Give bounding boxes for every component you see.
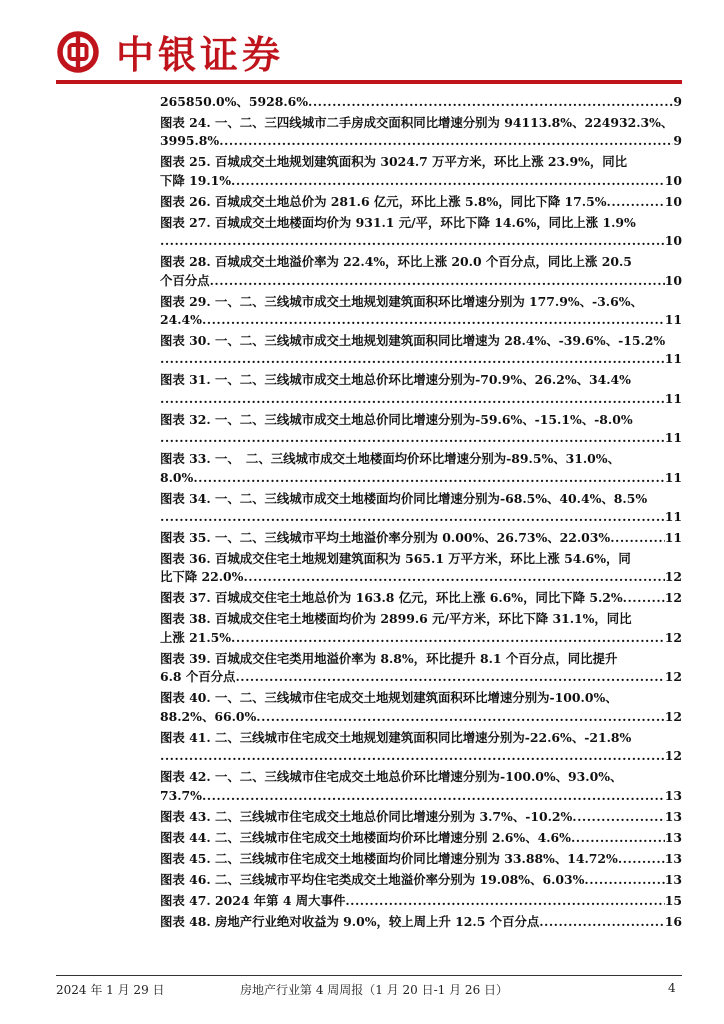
- page-header: [0, 0, 724, 90]
- toc-dot-leader: [231, 629, 665, 647]
- toc-dot-leader: [219, 132, 673, 150]
- toc-page-number[interactable]: 11: [664, 469, 682, 485]
- footer-page-number: 4: [668, 981, 676, 995]
- toc-entry-last-line: [160, 708, 682, 726]
- toc-entry-text: 图表 28. 百城成交土地溢价率为 22.4%，环比上涨 20.0 个百分点，同比上涨 20.5: [160, 254, 632, 270]
- toc-entry-text: 73.7%: [160, 787, 202, 803]
- toc-entry-text: 图表 30. 一、二、三线城市成交土地规划建筑面积同比增速为 28.4%、-39.6%、-15.2%: [160, 333, 666, 349]
- toc-dot-leader: [202, 311, 665, 329]
- footer-report-title: 房地产行业第 4 周周报（1 月 20 日-1 月 26 日）: [240, 983, 509, 997]
- toc-dot-leader: [256, 708, 664, 726]
- toc-entry[interactable]: [160, 829, 682, 847]
- toc-entry[interactable]: [160, 153, 682, 190]
- toc-entry-text: 图表 45. 二、三线城市住宅成交土地楼面均价同比增速分别为 33.88%、14.72%: [160, 850, 618, 866]
- toc-entry-last-line: [160, 429, 682, 447]
- toc-entry-text: 24.4%: [160, 312, 202, 328]
- toc-entry[interactable]: [160, 253, 682, 290]
- toc-entry-last-line: [160, 132, 682, 150]
- toc-entry-text: 个百分点: [160, 272, 210, 288]
- footer-date: 2024 年 1 月 29 日: [56, 983, 165, 997]
- toc-dot-leader: [160, 390, 665, 408]
- toc-entry[interactable]: [160, 689, 682, 726]
- toc-entry-last-line: [160, 390, 682, 408]
- toc-entry-text: 图表 34. 一、二、三线城市成交土地楼面均价同比增速分别为-68.5%、40.4%、8.5%: [160, 490, 648, 506]
- toc-entry-text: 8.0%: [160, 469, 194, 485]
- toc-page-number[interactable]: 16: [664, 913, 682, 929]
- toc-entry[interactable]: [160, 450, 682, 487]
- toc-page-number[interactable]: 10: [664, 272, 682, 288]
- toc-entry-last-line: [160, 747, 682, 765]
- toc-entry[interactable]: [160, 490, 682, 527]
- toc-entry-last-line: [160, 629, 682, 647]
- toc-entry[interactable]: [160, 411, 682, 448]
- toc-entry-text: 图表 44. 二、三线城市住宅成交土地楼面均价环比增速分别 2.6%、4.6%: [160, 829, 571, 845]
- toc-entry[interactable]: [160, 650, 682, 687]
- toc-page-number[interactable]: 9: [673, 94, 682, 109]
- toc-entry-last-line: [160, 589, 682, 607]
- toc-entry-text: 图表 40. 一、二、三线城市住宅成交土地规划建筑面积环比增速分别为-100.0%、: [160, 690, 618, 706]
- toc-entry[interactable]: [160, 913, 682, 931]
- toc-entry[interactable]: [160, 729, 682, 766]
- toc-entry-text: 图表 33. 一、 二、三线城市成交土地楼面均价环比增速分别为-89.5%、31.0%、: [160, 451, 620, 467]
- toc-entry-text: 图表 42. 一、二、三线城市住宅成交土地总价环比增速分别为-100.0%、93.0%、: [160, 769, 623, 785]
- table-of-figures: [160, 93, 682, 934]
- toc-entry[interactable]: [160, 768, 682, 805]
- toc-dot-leader: [308, 93, 673, 111]
- toc-entry-last-line: [160, 913, 682, 931]
- toc-page-number[interactable]: 9: [673, 133, 682, 149]
- toc-page-number[interactable]: 13: [664, 787, 682, 803]
- toc-entry[interactable]: [160, 371, 682, 408]
- toc-entry-text: 图表 38. 百城成交住宅土地楼面均价为 2899.6 元/平方米，环比下降 31.1%，同比: [160, 611, 632, 627]
- toc-dot-leader: [160, 350, 665, 368]
- toc-entry-last-line: [160, 350, 682, 368]
- toc-entry[interactable]: [160, 892, 682, 910]
- toc-entry-last-line: [160, 272, 682, 290]
- toc-dot-leader: [160, 232, 665, 250]
- toc-page-number[interactable]: 11: [664, 509, 682, 525]
- toc-entry[interactable]: [160, 529, 682, 547]
- toc-entry-last-line: [160, 871, 682, 889]
- toc-dot-leader: [571, 829, 665, 847]
- toc-page-number[interactable]: 12: [664, 708, 682, 724]
- toc-entry-text: 图表 32. 一、二、三线城市成交土地总价同比增速分别为-59.6%、-15.1%、-8.0%: [160, 411, 633, 427]
- toc-entry-text: 下降 19.1%: [160, 172, 232, 188]
- toc-entry-last-line: [160, 93, 682, 111]
- toc-entry-last-line: [160, 232, 682, 250]
- toc-entry-text: 图表 25. 百城成交土地规划建筑面积为 3024.7 万平方米，环比上涨 23.9%，同比: [160, 154, 628, 170]
- toc-page-number[interactable]: 11: [664, 430, 682, 446]
- toc-entry-last-line: [160, 568, 682, 586]
- toc-entry-text: 上涨 21.5%: [160, 629, 232, 645]
- toc-entry-text: 图表 39. 百城成交住宅类用地溢价率为 8.8%，环比提升 8.1 个百分点，同比提升: [160, 650, 618, 666]
- toc-page-number[interactable]: 12: [664, 669, 682, 685]
- toc-entry[interactable]: [160, 808, 682, 826]
- toc-dot-leader: [160, 747, 665, 765]
- toc-entry-last-line: [160, 892, 682, 910]
- toc-entry[interactable]: [160, 332, 682, 369]
- toc-entry[interactable]: [160, 610, 682, 647]
- toc-entry[interactable]: [160, 550, 682, 587]
- toc-dot-leader: [160, 429, 665, 447]
- toc-entry-text: 265850.0%、5928.6%: [160, 94, 309, 109]
- toc-entry-text: 图表 36. 百城成交住宅土地规划建筑面积为 565.1 万平方米，环比上涨 54.6%，同: [160, 551, 631, 567]
- toc-page-number[interactable]: 15: [664, 892, 682, 908]
- toc-dot-leader: [539, 913, 665, 931]
- bank-of-china-logo-icon: [56, 30, 100, 74]
- toc-entry-last-line: [160, 850, 682, 868]
- toc-page-number[interactable]: 10: [664, 172, 682, 188]
- toc-dot-leader: [235, 668, 664, 686]
- toc-entry-text: 比下降 22.0%: [160, 569, 244, 585]
- toc-page-number[interactable]: 11: [664, 530, 682, 546]
- toc-dot-leader: [623, 589, 665, 607]
- toc-page-number[interactable]: 11: [664, 312, 682, 328]
- toc-page-number[interactable]: 11: [664, 351, 682, 367]
- toc-entry-last-line: [160, 808, 682, 826]
- toc-dot-leader: [202, 787, 665, 805]
- toc-entry[interactable]: [160, 114, 682, 151]
- toc-page-number[interactable]: 11: [664, 390, 682, 406]
- toc-entry-text: 图表 41. 二、三线城市住宅成交土地规划建筑面积同比增速分别为-22.6%、-21.8%: [160, 729, 632, 745]
- toc-page-number[interactable]: 13: [664, 850, 682, 866]
- toc-entry-text: 图表 29. 一、二、三线城市成交土地规划建筑面积环比增速分别为 177.9%、-3.6%、: [160, 293, 643, 309]
- toc-dot-leader: [243, 568, 664, 586]
- toc-dot-leader: [618, 850, 665, 868]
- toc-entry[interactable]: [160, 850, 682, 868]
- toc-dot-leader: [345, 892, 664, 910]
- toc-dot-leader: [610, 529, 665, 547]
- toc-entry-text: 图表 46. 二、三线城市平均住宅类成交土地溢价率分别为 19.08%、6.03%: [160, 871, 585, 887]
- toc-dot-leader: [193, 469, 664, 487]
- toc-entry-text: 图表 43. 二、三线城市住宅成交土地总价同比增速分别为 3.7%、-10.2%: [160, 808, 573, 824]
- toc-entry-text: 图表 35. 一、二、三线城市平均土地溢价率分别为 0.00%、26.73%、22.03%: [160, 530, 611, 546]
- toc-page-number[interactable]: 10: [664, 193, 682, 209]
- toc-dot-leader: [607, 193, 665, 211]
- toc-entry-last-line: [160, 311, 682, 329]
- toc-entry[interactable]: [160, 93, 682, 111]
- toc-entry-last-line: [160, 829, 682, 847]
- toc-page-number[interactable]: 10: [664, 233, 682, 249]
- toc-entry-last-line: [160, 529, 682, 547]
- toc-page-number[interactable]: 13: [664, 871, 682, 887]
- toc-entry-text: 图表 47. 2024 年第 4 周大事件: [160, 892, 346, 908]
- toc-entry[interactable]: [160, 293, 682, 330]
- toc-entry-last-line: [160, 193, 682, 211]
- toc-page-number[interactable]: 12: [664, 590, 682, 606]
- toc-entry-last-line: [160, 172, 682, 190]
- toc-dot-leader: [210, 272, 665, 290]
- toc-page-number[interactable]: 12: [664, 629, 682, 645]
- toc-entry-text: 图表 31. 一、二、三线城市成交土地总价环比增速分别为-70.9%、26.2%、34.4%: [160, 372, 631, 388]
- toc-page-number[interactable]: 13: [664, 808, 682, 824]
- toc-entry[interactable]: [160, 193, 682, 211]
- toc-entry-text: 3995.8%: [160, 133, 220, 149]
- toc-entry-text: 图表 26. 百城成交土地总价为 281.6 亿元，环比上涨 5.8%，同比下降 17.5%: [160, 193, 607, 209]
- toc-dot-leader: [160, 508, 665, 526]
- toc-entry-text: 88.2%、66.0%: [160, 708, 257, 724]
- toc-entry-text: 图表 24. 一、二、三四线城市二手房成交面积同比增速分别为 94113.8%、224932.3%、: [160, 115, 674, 130]
- toc-page-number[interactable]: 12: [664, 748, 682, 764]
- toc-dot-leader: [584, 871, 664, 889]
- footer-divider: [56, 975, 682, 976]
- toc-entry-text: 图表 48. 房地产行业绝对收益为 9.0%，较上周上升 12.5 个百分点: [160, 913, 540, 929]
- toc-entry-last-line: [160, 787, 682, 805]
- toc-page-number[interactable]: 12: [664, 569, 682, 585]
- toc-entry[interactable]: [160, 589, 682, 607]
- toc-entry-text: 6.8 个百分点: [160, 669, 236, 685]
- toc-page-number[interactable]: 13: [664, 829, 682, 845]
- toc-dot-leader: [572, 808, 664, 826]
- toc-entry-last-line: [160, 508, 682, 526]
- toc-dot-leader: [231, 172, 665, 190]
- toc-entry-text: 图表 37. 百城成交住宅土地总价为 163.8 亿元，环比上涨 6.6%，同比下降 5.2%: [160, 590, 623, 606]
- toc-entry[interactable]: [160, 214, 682, 251]
- toc-entry-last-line: [160, 469, 682, 487]
- toc-entry-last-line: [160, 668, 682, 686]
- brand-name: 中银证券: [116, 33, 285, 77]
- toc-entry-text: 图表 27. 百城成交土地楼面均价为 931.1 元/平，环比下降 14.6%，同比上涨 1.9%: [160, 214, 636, 230]
- header-divider: [56, 80, 682, 84]
- toc-entry[interactable]: [160, 871, 682, 889]
